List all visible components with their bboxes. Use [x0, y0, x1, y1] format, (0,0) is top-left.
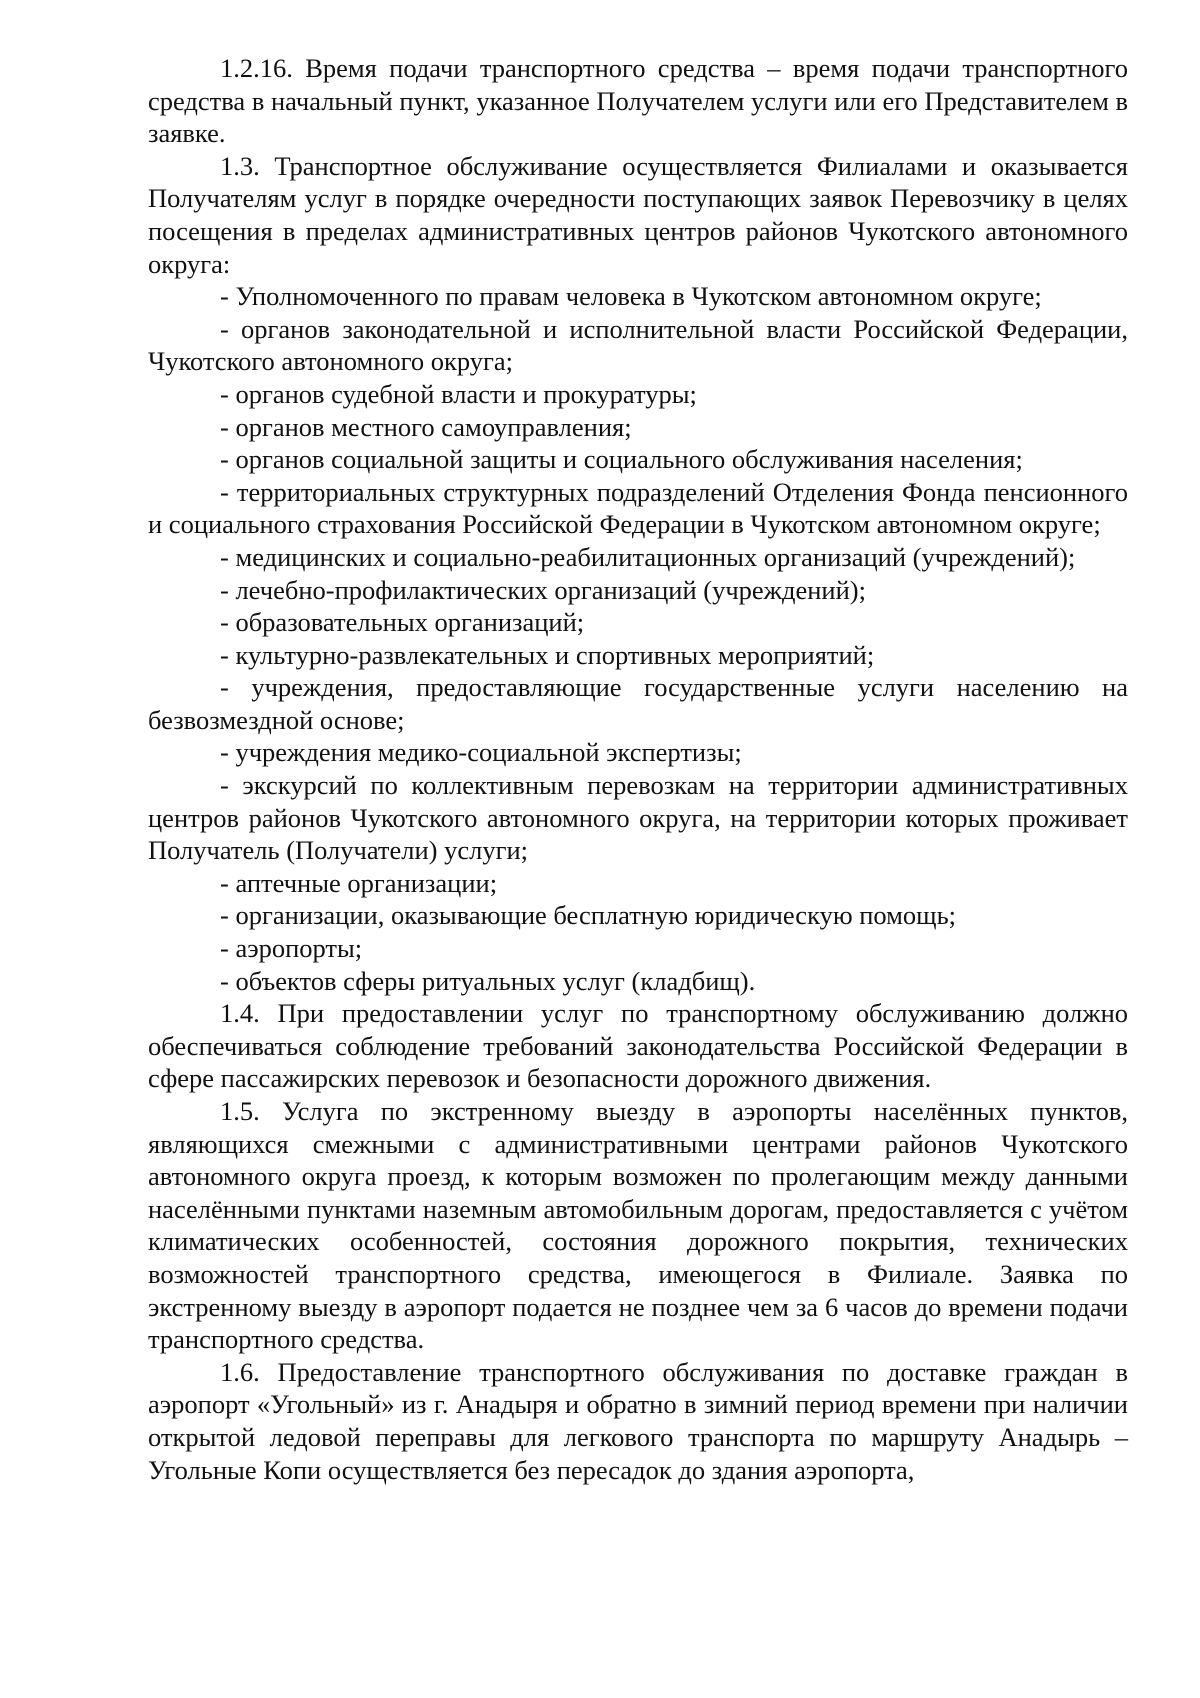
list-item: - организации, оказывающие бесплатную юридическую помощь;: [220, 900, 957, 931]
list-item: - экскурсий по коллективным перевозкам на территории административных центров районов Чукотского автономного округа, на территории которых проживает Получатель (Получатели) услуги;: [148, 770, 1128, 866]
list-item: - аптечные организации;: [220, 867, 498, 898]
list-item: - объектов сферы ритуальных услуг (кладбищ).: [220, 965, 756, 996]
list-item: - территориальных структурных подразделений Отделения Фонда пенсионного и социального страхования Российской Федерации в Чукотском автономном округе;: [148, 476, 1128, 540]
list-item: - медицинских и социально-реабилитационных организаций (учреждений);: [220, 541, 1076, 572]
paragraph-1-5: 1.5. Услуга по экстренному выезду в аэропорты населённых пунктов, являющихся смежными с административными центрами районов Чукотского автономного округа проезд, к которым возможен по пролегающим между данными населёнными пунктами наземным автомобильным дорогам, предоставляется с учётом климатических особенностей, состояния дорожного покрытия, технических возможностей транспортного средства, имеющегося в Филиале. Заявка по экстренному выезду в аэропорт подается не позднее чем за 6 часов до времени подачи транспортного средства.: [148, 1096, 1128, 1355]
list-item: - органов законодательной и исполнительной власти Российской Федерации, Чукотского автономного округа;: [148, 313, 1128, 377]
list-item: - учреждения медико-социальной экспертизы;: [220, 737, 742, 768]
paragraph-1-6: 1.6. Предоставление транспортного обслуживания по доставке граждан в аэропорт «Угольный» из г. Анадыря и обратно в зимний период времени при наличии открытой ледовой переправы для легкового транспорта по маршруту Анадырь – Угольные Копи осуществляется без пересадок до здания аэропорта,: [148, 1356, 1128, 1485]
list-item: - культурно-развлекательных и спортивных мероприятий;: [220, 639, 875, 670]
list-item: - Уполномоченного по правам человека в Чукотском автономном округе;: [220, 281, 1042, 312]
paragraph-1-4: 1.4. При предоставлении услуг по транспортному обслуживанию должно обеспечиваться соблюдение требований законодательства Российской Федерации в сфере пассажирских перевозок и безопасности дорожного движения.: [148, 998, 1128, 1094]
paragraph-1-2-16: 1.2.16. Время подачи транспортного средства – время подачи транспортного средства в начальный пункт, указанное Получателем услуги или его Представителем в заявке.: [148, 53, 1128, 149]
list-item: - образовательных организаций;: [220, 607, 585, 638]
list-item: - учреждения, предоставляющие государственные услуги населению на безвозмездной основе;: [148, 672, 1128, 735]
document-page: [148, 52, 1128, 1486]
list-item: - органов социальной защиты и социального обслуживания населения;: [220, 444, 1023, 475]
list-item: - аэропорты;: [220, 933, 363, 964]
list-item: - органов судебной власти и прокуратуры;: [220, 378, 697, 409]
paragraph-1-3: 1.3. Транспортное обслуживание осуществляется Филиалами и оказывается Получателям услуг в порядке очередности поступающих заявок Перевозчику в целях посещения в пределах административных центров районов Чукотского автономного округа:: [148, 150, 1128, 279]
list-item: - органов местного самоуправления;: [220, 411, 632, 442]
list-item: - лечебно-профилактических организаций (учреждений);: [220, 574, 866, 605]
